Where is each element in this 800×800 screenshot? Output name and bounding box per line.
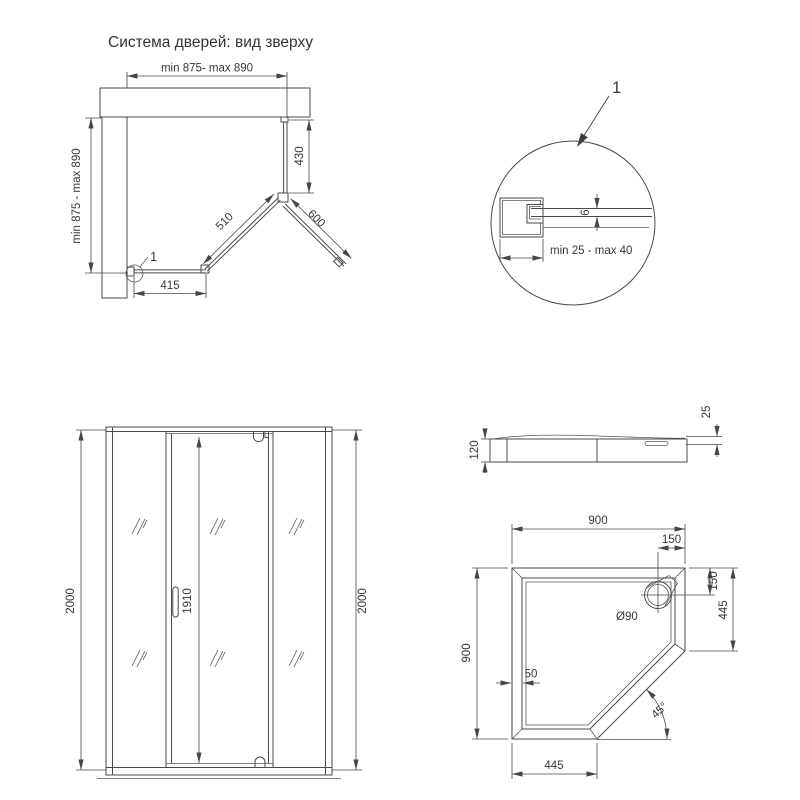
dim-430-label: 430 xyxy=(294,146,306,166)
glass-hatch-marks xyxy=(132,518,304,667)
leader-arrowhead xyxy=(577,133,588,147)
wall-profile-section xyxy=(500,198,543,237)
door-handle-front xyxy=(173,587,178,617)
tray-drain-side xyxy=(645,442,668,446)
dimension-height-left-2000 xyxy=(65,430,106,770)
brick-wall-left xyxy=(102,117,127,298)
dimension-top-width xyxy=(127,63,287,119)
fixed-panel-430 xyxy=(278,117,288,202)
dimension-panel-415 xyxy=(134,274,206,298)
callout-label: 1 xyxy=(150,249,158,264)
dim-510-label: 510 xyxy=(213,210,236,233)
dimension-left-height xyxy=(71,118,128,273)
dim-1910-label: 1910 xyxy=(182,588,194,614)
dim-top-width-label: min 875- max 890 xyxy=(160,62,254,75)
tray-basin-surface xyxy=(493,435,685,439)
dim-6-label: 6 xyxy=(580,209,592,216)
callout-detail-1 xyxy=(126,249,157,282)
dimension-tray-900-top xyxy=(512,515,685,564)
dimension-height-right-2000 xyxy=(332,430,369,770)
dimension-panel-430 xyxy=(289,120,314,193)
dimension-drain-150-x xyxy=(658,534,685,548)
dimension-panel-510 xyxy=(203,194,274,264)
drawing-title: Система дверей: вид зверху xyxy=(108,34,313,51)
dim-900-left-label: 900 xyxy=(461,643,473,663)
detail-leader-1 xyxy=(577,79,621,147)
tray-body-side xyxy=(490,439,687,462)
dim-445-bottom-label: 445 xyxy=(544,760,564,772)
detail-circle xyxy=(491,141,655,305)
dim-120-label: 120 xyxy=(469,440,481,460)
detail-view-drawing xyxy=(491,79,655,305)
dimension-door-600 xyxy=(291,199,352,259)
dim-415-label: 415 xyxy=(160,280,180,292)
hinge-bottom xyxy=(255,757,265,768)
diagonal-panel-510 xyxy=(201,198,280,273)
dimension-tray-120 xyxy=(469,428,490,473)
tray-basin-edge xyxy=(526,582,671,725)
dim-445-right-label: 445 xyxy=(718,600,730,620)
tray-drain xyxy=(641,552,715,613)
dimension-drain-150-y xyxy=(689,568,738,595)
dimension-adjust-range xyxy=(500,239,632,262)
dim-2000-left-label: 2000 xyxy=(65,588,77,614)
tray-side-view xyxy=(469,406,722,473)
dim-25-label: 25 xyxy=(701,405,713,419)
detail-callout-label: 1 xyxy=(612,79,622,97)
brick-wall-top xyxy=(100,88,310,117)
dim-range-label: min 25 - max 40 xyxy=(550,245,633,257)
enclosure-frame xyxy=(97,427,341,779)
dim-2000-right-label: 2000 xyxy=(357,588,369,614)
dim-900-top-label: 900 xyxy=(588,515,608,527)
tray-top-view xyxy=(461,515,738,779)
front-view-drawing xyxy=(65,427,369,779)
dim-left-height-label: min 875 - max 890 xyxy=(71,148,83,244)
bottom-panel-415 xyxy=(127,267,206,276)
dim-drain-diameter-label: Ø90 xyxy=(616,611,638,623)
dim-45deg-label: 45° xyxy=(649,700,671,722)
tray-rim-inner-edge xyxy=(522,578,675,729)
dim-50-label: 50 xyxy=(524,668,538,681)
dimension-rim-50 xyxy=(496,669,540,684)
dim-600-label: 600 xyxy=(305,207,328,230)
hinge-top xyxy=(254,432,269,442)
dimension-bottom-445 xyxy=(512,743,597,779)
dimension-angle-45 xyxy=(597,690,671,740)
top-view-drawing xyxy=(71,34,352,298)
dimension-rim-25 xyxy=(686,406,722,457)
dimension-glass-6 xyxy=(580,194,597,231)
dimension-door-1910 xyxy=(182,437,199,763)
dim-150-x-label: 150 xyxy=(661,534,682,546)
dimension-tray-900-left xyxy=(461,568,508,739)
dim-150-y-label: 150 xyxy=(708,571,720,591)
